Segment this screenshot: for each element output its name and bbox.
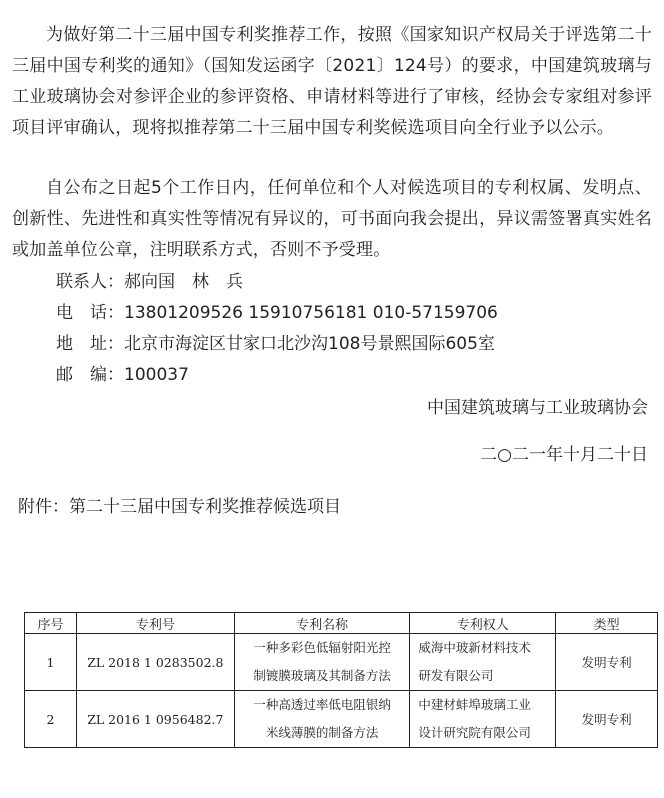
postcode-line	[56, 360, 189, 391]
header-patent-no: 专利号	[76, 613, 234, 634]
postcode-value: 100037	[124, 365, 189, 385]
row-patent-owner-line1: 威海中玻新材料技术	[418, 640, 531, 655]
row-patent-no: ZL 2018 1 0283502.8	[76, 634, 234, 691]
objection-paragraph: 自公布之日起5个工作日内，任何单位和个人对候选项目的专利权属、发明点、创新性、先进性和真实性等情况有异议的，可书面向我会提出，异议需签署真实姓名或加盖单位公章，注明联系方式，否则不予受理。	[12, 178, 652, 260]
address-label: 地 址：	[56, 334, 124, 354]
phone-label: 电 话：	[56, 303, 124, 323]
intro-paragraph: 为做好第二十三届中国专利奖推荐工作，按照《国家知识产权局关于评选第二十三届中国专利奖的通知》（国知发运函字〔2021〕124号）的要求，中国建筑玻璃与工业玻璃协会对参评企业的参评资格、申请材料等进行了审核，经协会专家组对参评项目评审确认，现将拟推荐第二十三届中国专利奖候选项目向全行业予以公示。	[12, 25, 652, 138]
table-header-row	[25, 613, 658, 634]
row-patent-title-line1: 一种高透过率低电阻银纳	[253, 697, 391, 712]
header-patent-title: 专利名称	[234, 613, 410, 634]
row-patent-title	[234, 634, 410, 691]
row-patent-title-line1: 一种多彩色低辐射阳光控	[253, 640, 391, 655]
phone-value: 13801209526 15910756181 010-57159706	[124, 303, 498, 323]
row-patent-title	[234, 691, 410, 748]
header-no: 序号	[25, 613, 77, 634]
contact-person-value: 郝向国 林 兵	[124, 272, 243, 292]
row-patent-owner	[410, 634, 556, 691]
row-no: 2	[25, 691, 77, 748]
row-patent-owner-line1: 中建材蚌埠玻璃工业	[418, 697, 531, 712]
row-type: 发明专利	[556, 691, 658, 748]
contact-person-line	[56, 267, 243, 298]
row-type: 发明专利	[556, 634, 658, 691]
contact-person-label: 联系人：	[56, 272, 124, 292]
attachment-label: 附件：第二十三届中国专利奖推荐候选项目	[18, 497, 341, 517]
table-row	[25, 634, 658, 691]
row-patent-owner	[410, 691, 556, 748]
row-patent-title-line2: 制镀膜玻璃及其制备方法	[253, 668, 391, 683]
signature-organization: 中国建筑玻璃与工业玻璃协会	[427, 398, 648, 418]
postcode-label: 邮 编：	[56, 365, 124, 385]
table-row	[25, 691, 658, 748]
address-line	[56, 329, 495, 360]
signature-date: 二○二一年十月二十日	[480, 445, 648, 465]
row-no: 1	[25, 634, 77, 691]
header-patent-owner: 专利权人	[410, 613, 556, 634]
address-value: 北京市海淀区甘家口北沙沟108号景熙国际605室	[124, 334, 495, 354]
row-patent-title-line2: 米线薄膜的制备方法	[265, 725, 379, 740]
phone-line	[56, 298, 498, 329]
patent-candidates-table	[24, 612, 658, 748]
row-patent-owner-line2: 设计研究院有限公司	[418, 725, 531, 740]
row-patent-owner-line2: 研发有限公司	[418, 668, 494, 683]
row-patent-no: ZL 2016 1 0956482.7	[76, 691, 234, 748]
header-type: 类型	[556, 613, 658, 634]
